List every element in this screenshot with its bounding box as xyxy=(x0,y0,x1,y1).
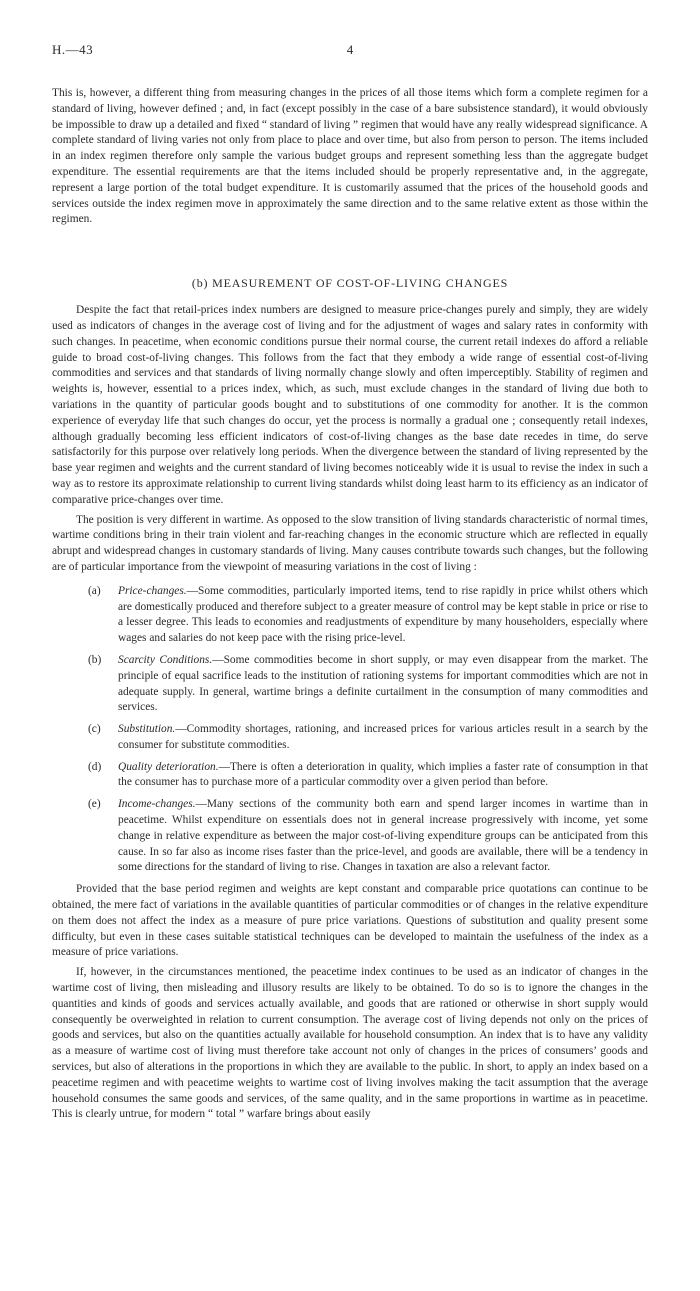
paragraph-misleading-results: If, however, in the circumstances mentioned, the peacetime index continues to be used as an indicator of changes in the wartime cost of living, then misleading and illusory results are likely to be obtained. To do so is to ignore the changes in the quantities and kinds of goods and services actually available, and goods that are rationed or otherwise in short supply would consequently be overweighted in relation to current consumption. The average cost of living depends not only on the prices of goods and services, but also on the quantities actually available for household consumption. An index that is to have any validity as a measure of wartime cost of living must therefore take account not only of changes in the prices of consumers’ goods and services, but also of alterations in the proportions in which they are available to the public. In short, to apply an index based on a peacetime regimen and with peacetime weights to wartime cost of living involves making the tacit assumption that the average household consumes the same goods and services, of the same quality, and in the same proportions in wartime as in peacetime. This is clearly untrue, for modern “ total ” warfare brings about easily xyxy=(52,966,648,1121)
cause-text: —There is often a deterioration in quality, which implies a faster rate of consumption in that the consumer has to purchase more of a particular commodity over a given period than before. xyxy=(118,760,649,789)
cause-letter: (e) xyxy=(88,798,101,811)
cause-text: —Some commodities, particularly imported items, tend to rise rapidly in price whilst others which are domestically produced and therefore subject to a greater measure of control may be kept stable in price or rise to a lesser degree. This leads to economies and readjustments of expenditure by many householders, especially where wages and salaries do not keep pace with the rising price-level. xyxy=(118,584,648,645)
cause-item xyxy=(52,722,648,754)
cause-item xyxy=(52,797,648,876)
paragraph-regimen: This is, however, a different thing from measuring changes in the prices of all those items which form a complete regimen for a standard of living, however defined ; and, in fact (except possibly in the case of a bare subsistence standard), it would obviously be impossible to draw up a detailed and fixed “ standard of living ” regimen that would have any really widespread significance. A complete standard of living varies not only from place to place and over time, but also from person to person. The items included in an index regimen therefore only sample the various budget groups and represent something less than the aggregate budget expenditure. The essential requirements are that the items included should be properly representative and, in the aggregate, represent a large portion of the total budget expenditure. It is customarily assumed that the prices of the household goods and services outside the index regimen move in approximately the same direction and to the same relative extent as those within the regimen. xyxy=(52,87,648,226)
cause-letter: (d) xyxy=(88,760,102,773)
paragraph-wartime: The position is very different in wartime. As opposed to the slow transition of living standards characteristic of normal times, wartime conditions bring in their train violent and far-reaching changes in the economic structure which are reflected in equally abrupt and widespread changes in customary standards of living. Many causes contribute towards such changes, but the following are of particular importance from the viewpoint of measuring variations in the cost of living : xyxy=(52,513,648,573)
cause-item xyxy=(52,653,648,716)
section-heading: (b) MEASUREMENT OF COST-OF-LIVING CHANGES xyxy=(191,276,509,291)
cause-item xyxy=(52,760,648,792)
cause-title: Price-changes. xyxy=(118,584,187,597)
cause-text: —Some commodities become in short supply, or may even disappear from the market. The principle of equal sacrifice leads to the institution of rationing systems for important commodities which are not in adequate supply. In general, wartime brings a definite curtailment in the consumption of many commodities and services. xyxy=(118,653,649,714)
cause-title: Income-changes. xyxy=(118,798,196,811)
cause-letter: (b) xyxy=(88,653,102,666)
document-id: H.—43 xyxy=(52,42,94,57)
paragraph-base-period: Provided that the base period regimen and weights are kept constant and comparable price quotations can continue to be obtained, the mere fact of variations in the available quantities of particular commodities or of changes in the relative expenditure on them does not affect the index as a measure of pure price variations. Questions of substitution and quality present some difficulty, but even in these cases suitable statistical techniques can be developed to maintain the usefulness of the index as a measure of price variations. xyxy=(52,883,648,959)
cause-title: Scarcity Conditions. xyxy=(118,653,213,666)
cause-letter: (c) xyxy=(88,723,101,736)
cause-title: Substitution. xyxy=(118,723,176,736)
paragraph-peacetime: Despite the fact that retail-prices index numbers are designed to measure price-changes purely and simply, they are widely used as indicators of changes in the average cost of living and for the adjustment of wages and salary rates in conformity with such changes. In peacetime, when economic conditions pursue their normal course, the current retail indexes do afford a reliable guide to broad cost-of-living changes. This follows from the fact that they embody a wide range of essential cost-of-living commodities and services and that standards of living normally change slowly and often imperceptibly. Stability of regimen and weights is, however, essential to a prices index, which, as such, must exclude changes in the standard of living due both to variations in the quantity of particular goods bought and to substitutions of one commodity for another. It is the common experience of everyday life that such changes do occur, yet the process is normally a gradual one ; consequently retail indexes, although gradually becoming less efficient indicators of cost-of-living changes as the base date recedes in time, do serve satisfactorily for this purpose over relatively long periods. When the divergence between the standard of living represented by the base year regimen and weights and the current standard of living becomes noticeably wide it is usual to revise the index in such a way as to restore its approximate relationship to current living standards whilst doing least harm to its efficiency as an indicator of comparative price-changes over time. xyxy=(52,304,648,506)
cause-letter: (a) xyxy=(88,584,101,597)
cause-title: Quality deterioration. xyxy=(118,760,219,773)
page-header xyxy=(52,42,648,64)
causes-list xyxy=(52,584,648,877)
page-number: 4 xyxy=(346,42,354,57)
cause-text: —Commodity shortages, rationing, and increased prices for various articles result in a search by the consumer for substitute commodities. xyxy=(118,723,648,751)
cause-text: —Many sections of the community both earn and spend larger incomes in wartime than in peacetime. Whilst expenditure on essentials does not in general increase progressively with income, yet some change in relative expenditure as between the major cost-of-living expenditure groups can be anticipated from this cause. In so far also as income rises faster than the price-level, and goods are available, there will be a tendency in some directions for the standard of living to rise. Changes in taxation are also a relevant factor. xyxy=(118,798,648,874)
cause-item xyxy=(52,584,648,647)
